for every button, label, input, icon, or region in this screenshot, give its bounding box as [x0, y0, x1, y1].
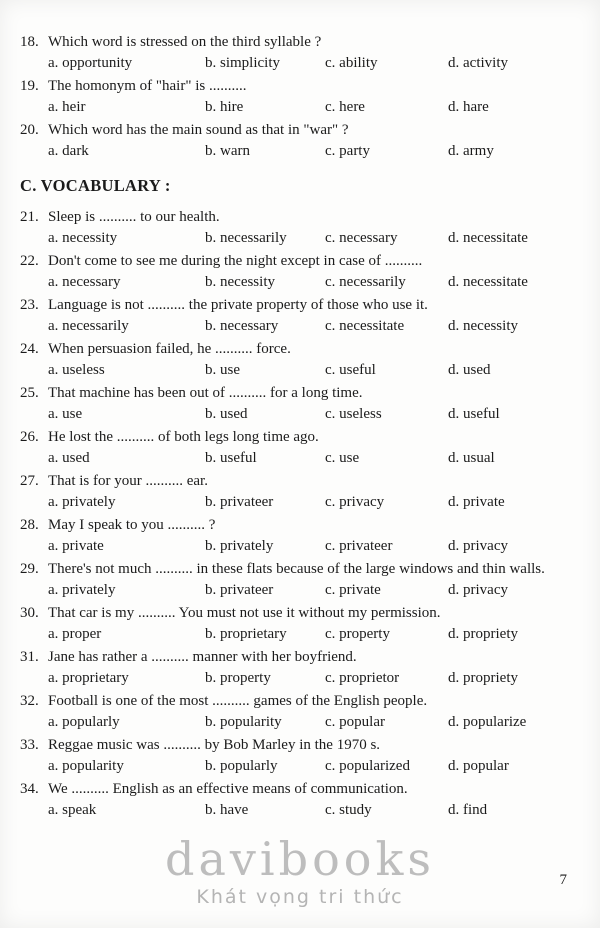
- option-b: b. use: [205, 362, 240, 378]
- question-number: 32.: [20, 693, 39, 709]
- options-row: [20, 316, 578, 337]
- question-line: [20, 207, 578, 228]
- option-c: c. popular: [325, 714, 385, 730]
- option-d: d. used: [448, 362, 491, 378]
- option-b: b. privateer: [205, 494, 274, 510]
- options-row: [20, 492, 578, 513]
- option-d: d. necessitate: [448, 230, 528, 246]
- options-row: [20, 756, 578, 777]
- option-a: a. privately: [48, 494, 116, 510]
- option-a: a. necessity: [48, 230, 118, 246]
- question-block: [20, 295, 578, 337]
- option-a: a. heir: [48, 99, 86, 115]
- option-a: a. popularity: [48, 758, 124, 774]
- question-line: [20, 383, 578, 404]
- question-text: Football is one of the most .......... games of the English people.: [48, 693, 428, 709]
- question-block: [20, 339, 578, 381]
- question-text: When persuasion failed, he .......... force.: [48, 341, 291, 357]
- option-b: b. simplicity: [205, 55, 280, 71]
- question-line: [20, 779, 578, 800]
- option-a: a. dark: [48, 143, 89, 159]
- question-number: 18.: [20, 34, 39, 50]
- option-b: b. privately: [205, 538, 274, 554]
- option-c: c. party: [325, 143, 370, 159]
- question-text: That is for your .......... ear.: [48, 473, 208, 489]
- question-block: [20, 647, 578, 689]
- option-c: c. useful: [325, 362, 376, 378]
- question-text: Which word is stressed on the third syllable ?: [48, 34, 322, 50]
- question-line: [20, 647, 578, 668]
- question-text: Which word has the main sound as that in "war" ?: [48, 122, 349, 138]
- option-b: b. necessary: [205, 318, 279, 334]
- options-row: [20, 800, 578, 821]
- option-a: a. necessary: [48, 274, 121, 290]
- question-text: Don't come to see me during the night except in case of ..........: [48, 253, 423, 269]
- question-number: 25.: [20, 385, 39, 401]
- question-block: [20, 76, 578, 118]
- option-c: c. useless: [325, 406, 382, 422]
- option-b: b. popularity: [205, 714, 282, 730]
- question-text: There's not much .......... in these flats because of the large windows and thin walls.: [48, 561, 545, 577]
- options-row: [20, 228, 578, 249]
- option-b: b. property: [205, 670, 271, 686]
- option-a: a. opportunity: [48, 55, 133, 71]
- option-b: b. used: [205, 406, 248, 422]
- section-header-vocabulary: C. VOCABULARY :: [20, 176, 171, 195]
- question-number: 27.: [20, 473, 39, 489]
- option-d: d. privacy: [448, 538, 508, 554]
- page-number: 7: [559, 872, 567, 888]
- question-text: Reggae music was .......... by Bob Marley in the 1970 s.: [48, 737, 381, 753]
- option-d: d. activity: [448, 55, 508, 71]
- question-number: 20.: [20, 122, 39, 138]
- question-block: [20, 691, 578, 733]
- question-block: [20, 603, 578, 645]
- question-text: Language is not .......... the private property of those who use it.: [48, 297, 428, 313]
- options-row: [20, 668, 578, 689]
- option-c: c. study: [325, 802, 372, 818]
- question-text: Sleep is .......... to our health.: [48, 209, 220, 225]
- question-line: [20, 515, 578, 536]
- option-c: c. necessary: [325, 230, 398, 246]
- question-line: [20, 559, 578, 580]
- option-d: d. necessitate: [448, 274, 528, 290]
- option-c: c. property: [325, 626, 390, 642]
- option-d: d. private: [448, 494, 505, 510]
- options-row: [20, 360, 578, 381]
- question-block: [20, 251, 578, 293]
- question-number: 19.: [20, 78, 39, 94]
- option-a: a. useless: [48, 362, 105, 378]
- options-row: [20, 536, 578, 557]
- option-d: d. propriety: [448, 626, 518, 642]
- option-d: d. popularize: [448, 714, 527, 730]
- options-row: [20, 624, 578, 645]
- question-line: [20, 735, 578, 756]
- option-c: c. popularized: [325, 758, 410, 774]
- question-number: 28.: [20, 517, 39, 533]
- question-number: 34.: [20, 781, 39, 797]
- option-d: d. hare: [448, 99, 489, 115]
- option-d: d. find: [448, 802, 488, 818]
- watermark: [0, 834, 600, 908]
- question-line: [20, 427, 578, 448]
- question-line: [20, 251, 578, 272]
- question-text: That car is my .......... You must not use it without my permission.: [48, 605, 441, 621]
- question-text: That machine has been out of .......... for a long time.: [48, 385, 363, 401]
- question-line: [20, 691, 578, 712]
- question-number: 31.: [20, 649, 39, 665]
- question-block: [20, 779, 578, 821]
- option-c: c. necessarily: [325, 274, 406, 290]
- question-block: [20, 471, 578, 513]
- option-b: b. hire: [205, 99, 244, 115]
- option-d: d. popular: [448, 758, 509, 774]
- question-number: 23.: [20, 297, 39, 313]
- option-c: c. necessitate: [325, 318, 405, 334]
- question-text: May I speak to you .......... ?: [48, 517, 216, 533]
- question-text: He lost the .......... of both legs long time ago.: [48, 429, 319, 445]
- option-c: c. use: [325, 450, 360, 466]
- question-block: [20, 559, 578, 601]
- question-number: 24.: [20, 341, 39, 357]
- question-line: [20, 120, 578, 141]
- options-row: [20, 97, 578, 118]
- question-line: [20, 471, 578, 492]
- option-a: a. privately: [48, 582, 116, 598]
- option-b: b. privateer: [205, 582, 274, 598]
- question-number: 26.: [20, 429, 39, 445]
- option-c: c. here: [325, 99, 365, 115]
- question-line: [20, 295, 578, 316]
- question-block: [20, 120, 578, 162]
- question-block: [20, 32, 578, 74]
- option-a: a. proper: [48, 626, 102, 642]
- question-text: Jane has rather a .......... manner with her boyfriend.: [48, 649, 357, 665]
- option-b: b. have: [205, 802, 249, 818]
- option-c: c. ability: [325, 55, 378, 71]
- questions-part-2: [20, 207, 578, 821]
- option-d: d. usual: [448, 450, 495, 466]
- option-b: b. necessity: [205, 274, 275, 290]
- option-c: c. proprietor: [325, 670, 400, 686]
- option-a: a. used: [48, 450, 90, 466]
- options-row: [20, 404, 578, 425]
- option-a: a. speak: [48, 802, 97, 818]
- question-block: [20, 207, 578, 249]
- option-d: d. privacy: [448, 582, 508, 598]
- question-line: [20, 339, 578, 360]
- question-number: 29.: [20, 561, 39, 577]
- option-c: c. privacy: [325, 494, 385, 510]
- question-number: 30.: [20, 605, 39, 621]
- options-row: [20, 580, 578, 601]
- question-line: [20, 32, 578, 53]
- option-d: d. propriety: [448, 670, 518, 686]
- questions-part-1: [20, 32, 578, 162]
- question-number: 21.: [20, 209, 39, 225]
- option-c: c. privateer: [325, 538, 393, 554]
- options-row: [20, 712, 578, 733]
- options-row: [20, 53, 578, 74]
- question-number: 22.: [20, 253, 39, 269]
- option-b: b. warn: [205, 143, 250, 159]
- question-block: [20, 515, 578, 557]
- options-row: [20, 272, 578, 293]
- option-d: d. necessity: [448, 318, 518, 334]
- option-a: a. private: [48, 538, 104, 554]
- option-b: b. necessarily: [205, 230, 287, 246]
- options-row: [20, 141, 578, 162]
- option-d: d. useful: [448, 406, 500, 422]
- watermark-slogan-text: Khát vọng tri thức: [196, 886, 404, 908]
- option-b: b. useful: [205, 450, 257, 466]
- option-c: c. private: [325, 582, 381, 598]
- option-b: b. popularly: [205, 758, 278, 774]
- question-line: [20, 76, 578, 97]
- option-d: d. army: [448, 143, 494, 159]
- question-line: [20, 603, 578, 624]
- question-text: The homonym of "hair" is ..........: [48, 78, 247, 94]
- option-a: a. popularly: [48, 714, 120, 730]
- option-a: a. use: [48, 406, 83, 422]
- question-number: 33.: [20, 737, 39, 753]
- option-b: b. proprietary: [205, 626, 287, 642]
- question-block: [20, 427, 578, 469]
- question-text: We .......... English as an effective means of communication.: [48, 781, 408, 797]
- question-block: [20, 735, 578, 777]
- watermark-brand-text: davibooks: [165, 832, 435, 886]
- option-a: a. necessarily: [48, 318, 129, 334]
- options-row: [20, 448, 578, 469]
- option-a: a. proprietary: [48, 670, 129, 686]
- question-block: [20, 383, 578, 425]
